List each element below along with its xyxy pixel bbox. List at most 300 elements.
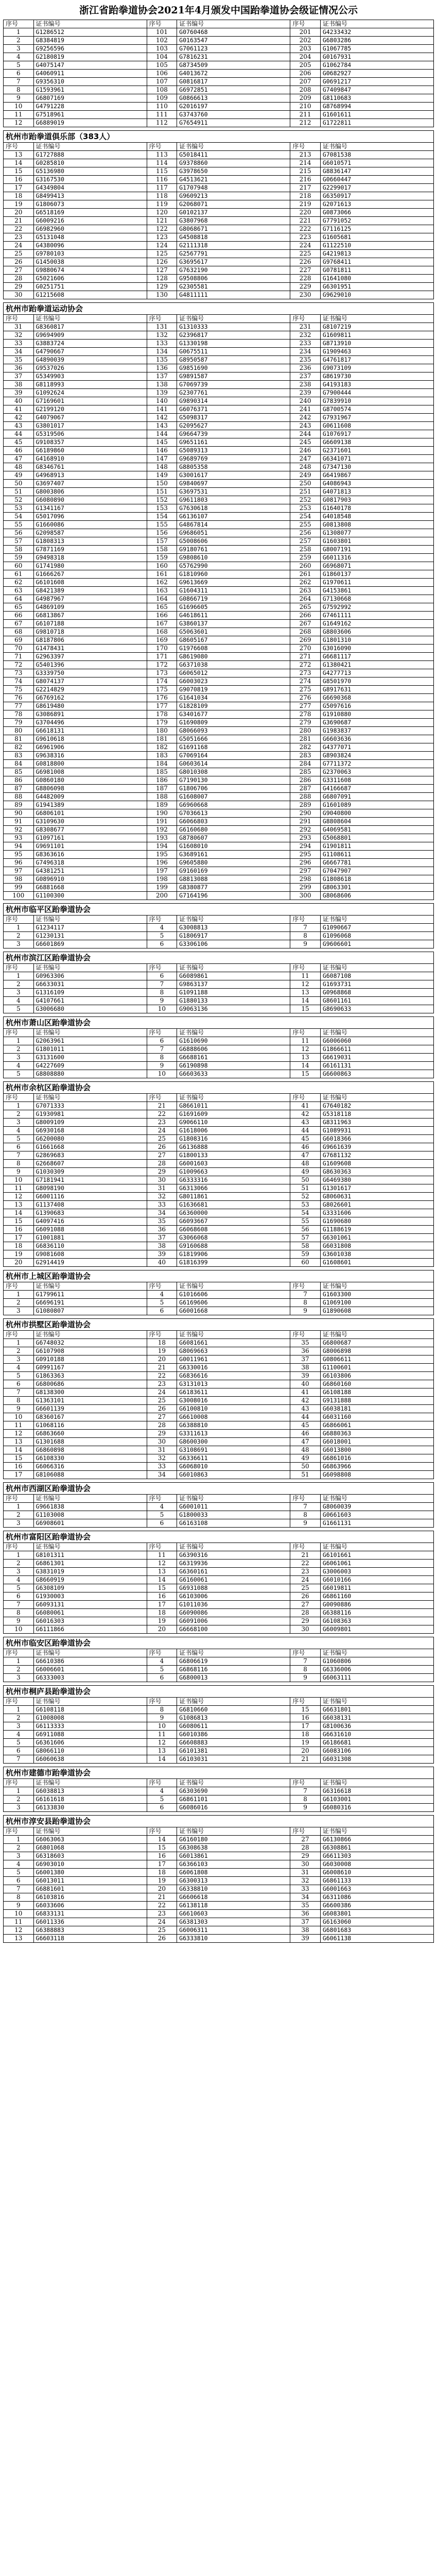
- certificate-number: G6518169: [33, 209, 147, 217]
- header-cert: 证书编号: [177, 1698, 290, 1706]
- certificate-number: G1976608: [177, 645, 290, 653]
- section: [3, 1016, 434, 1078]
- certificate-number: G6001011: [177, 1503, 290, 1511]
- certificate-number: G6001116: [33, 1193, 147, 1201]
- certificate-number: G2914419: [33, 1259, 147, 1267]
- certificate-number: G6068608: [177, 1226, 290, 1234]
- certificate-number: G6018001: [320, 1438, 433, 1446]
- certificate-number: G7071333: [33, 1102, 147, 1110]
- certificate-number: G6038181: [320, 1405, 433, 1413]
- certificate-number: G4790667: [33, 348, 147, 356]
- certificate-number: G8421389: [33, 587, 147, 595]
- row-index: 26: [147, 1143, 177, 1151]
- row-index: 12: [4, 1926, 34, 1935]
- certificate-number: G1860137: [320, 570, 433, 579]
- certificate-number: G6160061: [177, 1576, 290, 1584]
- row-index: 2: [4, 1560, 34, 1568]
- certificate-number: G1666267: [33, 570, 147, 579]
- table-row: [4, 1045, 434, 1054]
- row-index: 18: [147, 1339, 177, 1347]
- certificate-number: G3167530: [33, 176, 147, 184]
- certificate-number: G9256596: [33, 45, 147, 53]
- table-header-row: [4, 1698, 434, 1706]
- certificate-number: G6336006: [320, 1666, 433, 1674]
- row-index: 227: [290, 266, 321, 275]
- certificate-number: G8098190: [33, 1184, 147, 1193]
- row-index: 181: [147, 735, 177, 743]
- section-title: 杭州市桐庐县跆拳道协会: [3, 1685, 434, 1697]
- certificate-number: G6813867: [33, 612, 147, 620]
- certificate-table: [3, 915, 434, 948]
- row-index: 18: [290, 1731, 321, 1739]
- table-row: [4, 1259, 434, 1267]
- row-index: 31: [4, 323, 34, 331]
- certificate-number: G1609608: [320, 1160, 433, 1168]
- table-row: [4, 258, 434, 266]
- row-index: 16: [290, 1714, 321, 1722]
- row-index: 121: [147, 217, 177, 225]
- certificate-number: G4380096: [33, 242, 147, 250]
- row-index: 154: [147, 513, 177, 521]
- row-index: 63: [4, 587, 34, 595]
- table-row: [4, 1102, 434, 1110]
- table-row: [4, 480, 434, 488]
- certificate-number: G1816399: [177, 1259, 290, 1267]
- header-cert: 证书编号: [320, 1827, 433, 1836]
- header-cert: 证书编号: [177, 1331, 290, 1339]
- table-row: [4, 356, 434, 364]
- table-row: [4, 397, 434, 405]
- certificate-number: G6098808: [320, 1471, 433, 1479]
- row-index: 114: [147, 159, 177, 167]
- table-row: [4, 636, 434, 645]
- certificate-number: G7931967: [320, 414, 433, 422]
- section-title: 杭州市拱墅区跆拳道协会: [3, 1318, 434, 1330]
- table-row: [4, 1226, 434, 1234]
- table-row: [4, 628, 434, 636]
- certificate-number: G8060039: [320, 1503, 433, 1511]
- certificate-number: G6601139: [33, 1405, 147, 1413]
- certificate-number: G6301061: [320, 1234, 433, 1242]
- row-index: 11: [147, 1731, 177, 1739]
- row-index: 1: [4, 1339, 34, 1347]
- certificate-number: G1234117: [33, 924, 147, 932]
- row-index: 36: [290, 1910, 321, 1918]
- row-index: 15: [4, 1454, 34, 1463]
- row-index: 22: [290, 1560, 321, 1568]
- certificate-number: G6609138: [320, 438, 433, 447]
- row-index: 148: [147, 463, 177, 471]
- certificate-number: G7496318: [33, 859, 147, 867]
- row-index: 35: [147, 1217, 177, 1226]
- row-index: 49: [4, 471, 34, 480]
- row-index: 157: [147, 537, 177, 546]
- row-index: 219: [290, 200, 321, 209]
- table-header-row: [4, 315, 434, 323]
- row-index: 126: [147, 258, 177, 266]
- row-index: 175: [147, 686, 177, 694]
- certificate-number: G8619730: [320, 372, 433, 381]
- certificate-number: G6931088: [177, 1584, 290, 1592]
- certificate-number: G0968868: [320, 989, 433, 997]
- row-index: 4: [4, 1576, 34, 1584]
- table-row: [4, 1706, 434, 1714]
- header-index: 序号: [4, 20, 34, 28]
- certificate-number: G6903010: [33, 1860, 147, 1869]
- row-index: 254: [290, 513, 321, 521]
- row-index: 132: [147, 331, 177, 340]
- certificate-number: G8063301: [320, 884, 433, 892]
- row-index: 247: [290, 455, 321, 463]
- certificate-number: G6113333: [33, 1722, 147, 1731]
- certificate-number: G2668607: [33, 1160, 147, 1168]
- row-index: 179: [147, 719, 177, 727]
- certificate-number: G1086813: [177, 1714, 290, 1722]
- table-row: [4, 1135, 434, 1143]
- certificate-number: G1380421: [320, 661, 433, 669]
- table-row: [4, 1609, 434, 1617]
- certificate-number: G8074137: [33, 677, 147, 686]
- row-index: 2: [4, 932, 34, 940]
- row-index: 208: [290, 86, 321, 94]
- certificate-number: G6600863: [320, 1070, 433, 1078]
- row-index: 41: [290, 1388, 321, 1397]
- certificate-number: G1810960: [177, 570, 290, 579]
- certificate-number: G6111866: [33, 1625, 147, 1634]
- certificate-number: G6061808: [177, 1869, 290, 1877]
- certificate-number: G6961906: [33, 743, 147, 752]
- row-index: 235: [290, 356, 321, 364]
- certificate-number: G6163060: [320, 1918, 433, 1926]
- row-index: 146: [147, 447, 177, 455]
- certificate-number: G3704496: [33, 719, 147, 727]
- table-row: [4, 200, 434, 209]
- certificate-number: G3006680: [33, 1005, 147, 1013]
- certificate-number: G4097416: [33, 1217, 147, 1226]
- row-index: 3: [4, 1519, 34, 1528]
- row-index: 6: [147, 1804, 177, 1812]
- row-index: 9: [290, 1804, 321, 1812]
- row-index: 14: [4, 1209, 34, 1217]
- row-index: 137: [147, 372, 177, 381]
- row-index: 112: [147, 119, 177, 127]
- row-index: 9: [290, 1519, 321, 1528]
- row-index: 296: [290, 859, 321, 867]
- certificate-number: G2567791: [177, 250, 290, 258]
- certificate-number: G8360817: [33, 323, 147, 331]
- certificate-number: G7791052: [320, 217, 433, 225]
- row-index: 3: [4, 1118, 34, 1127]
- row-index: 118: [147, 192, 177, 200]
- row-index: 3: [4, 1054, 34, 1062]
- table-row: [4, 1070, 434, 1078]
- certificate-number: G0991167: [33, 1364, 147, 1372]
- certificate-number: G6972851: [177, 86, 290, 94]
- row-index: 24: [147, 1388, 177, 1397]
- table-row: [4, 250, 434, 258]
- row-index: 237: [290, 372, 321, 381]
- row-index: 138: [147, 381, 177, 389]
- row-index: 66: [4, 612, 34, 620]
- table-row: [4, 603, 434, 612]
- header-cert: 证书编号: [320, 1282, 433, 1291]
- row-index: 28: [4, 275, 34, 283]
- row-index: 13: [4, 151, 34, 159]
- row-index: 38: [290, 1926, 321, 1935]
- table-row: [4, 1747, 434, 1755]
- certificate-number: G4079067: [33, 414, 147, 422]
- row-index: 37: [290, 1355, 321, 1364]
- row-index: 2: [4, 980, 34, 989]
- certificate-number: G1800033: [177, 1511, 290, 1519]
- table-row: [4, 570, 434, 579]
- header-index: 序号: [290, 1543, 321, 1551]
- row-index: 32: [147, 1454, 177, 1463]
- table-row: [4, 192, 434, 200]
- certificate-number: G6360161: [177, 1568, 290, 1576]
- table-row: [4, 1421, 434, 1430]
- row-index: 10: [4, 1176, 34, 1184]
- row-index: 108: [147, 86, 177, 94]
- certificate-number: G6183611: [177, 1388, 290, 1397]
- row-index: 172: [147, 661, 177, 669]
- certificate-number: G8630363: [320, 1168, 433, 1176]
- row-index: 286: [290, 776, 321, 785]
- table-row: [4, 1755, 434, 1764]
- row-index: 130: [147, 291, 177, 299]
- row-index: 15: [4, 167, 34, 176]
- table-row: [4, 719, 434, 727]
- row-index: 71: [4, 653, 34, 661]
- table-row: [4, 1168, 434, 1176]
- certificate-number: G9638316: [33, 752, 147, 760]
- certificate-number: G8110683: [320, 94, 433, 103]
- row-index: 270: [290, 645, 321, 653]
- row-index: 31: [290, 1869, 321, 1877]
- row-index: 74: [4, 677, 34, 686]
- row-index: 5: [4, 1372, 34, 1380]
- certificate-number: G6076371: [177, 405, 290, 414]
- table-row: [4, 653, 434, 661]
- row-index: 287: [290, 785, 321, 793]
- certificate-number: G8066110: [33, 1747, 147, 1755]
- table-row: [4, 103, 434, 111]
- certificate-table: [3, 1778, 434, 1812]
- header-index: 序号: [4, 143, 34, 151]
- row-index: 262: [290, 579, 321, 587]
- certificate-number: G8808880: [33, 1070, 147, 1078]
- table-row: [4, 809, 434, 818]
- certificate-number: G6133830: [33, 1804, 147, 1812]
- row-index: 186: [147, 776, 177, 785]
- header-index: 序号: [4, 964, 34, 972]
- table-row: [4, 372, 434, 381]
- row-index: 134: [147, 348, 177, 356]
- certificate-number: G8499413: [33, 192, 147, 200]
- header-index: 序号: [4, 1029, 34, 1037]
- certificate-number: G8106088: [33, 1471, 147, 1479]
- table-row: [4, 323, 434, 331]
- row-index: 188: [147, 793, 177, 801]
- table-row: [4, 159, 434, 167]
- row-index: 21: [290, 1755, 321, 1764]
- certificate-number: G8363616: [33, 851, 147, 859]
- row-index: 192: [147, 826, 177, 834]
- certificate-number: G2370063: [320, 768, 433, 776]
- certificate-number: G6103001: [320, 1795, 433, 1804]
- certificate-number: G9610618: [33, 735, 147, 743]
- header-cert: 证书编号: [33, 1331, 147, 1339]
- row-index: 16: [4, 1226, 34, 1234]
- row-index: 26: [290, 1592, 321, 1601]
- header-index: 序号: [147, 143, 177, 151]
- table-row: [4, 529, 434, 537]
- table-header-row: [4, 1331, 434, 1339]
- certificate-number: G0251751: [33, 283, 147, 291]
- certificate-number: G6080061: [33, 1609, 147, 1617]
- table-row: [4, 1674, 434, 1682]
- header-cert: 证书编号: [177, 916, 290, 924]
- certificate-number: G0675511: [177, 348, 290, 356]
- table-row: [4, 989, 434, 997]
- certificate-number: G2299017: [320, 184, 433, 192]
- row-index: 203: [290, 45, 321, 53]
- certificate-number: G5008606: [177, 537, 290, 546]
- certificate-number: G6006601: [33, 1666, 147, 1674]
- certificate-number: G8836147: [320, 167, 433, 176]
- certificate-number: G0661603: [320, 1511, 433, 1519]
- row-index: 4: [147, 1657, 177, 1666]
- header-index: 序号: [290, 20, 321, 28]
- certificate-number: G6186681: [320, 1739, 433, 1747]
- certificate-number: G1806073: [33, 200, 147, 209]
- certificate-number: G1722811: [320, 119, 433, 127]
- certificate-number: G1450038: [33, 258, 147, 266]
- certificate-number: G8601161: [320, 997, 433, 1005]
- table-row: [4, 1714, 434, 1722]
- certificate-number: G8138300: [33, 1388, 147, 1397]
- row-index: 43: [290, 1118, 321, 1127]
- table-row: [4, 1234, 434, 1242]
- certificate-number: G8360167: [33, 1413, 147, 1421]
- row-index: 24: [4, 242, 34, 250]
- row-index: 206: [290, 70, 321, 78]
- row-index: 27: [4, 266, 34, 275]
- row-index: 27: [290, 1601, 321, 1609]
- certificate-number: G9613669: [177, 579, 290, 587]
- table-row: [4, 45, 434, 53]
- table-row: [4, 1471, 434, 1479]
- row-index: 40: [290, 1380, 321, 1388]
- certificate-number: G2063961: [33, 1037, 147, 1045]
- row-index: 19: [290, 1739, 321, 1747]
- certificate-number: G6748032: [33, 1339, 147, 1347]
- certificate-number: G1608010: [177, 842, 290, 851]
- certificate-number: G3339750: [33, 669, 147, 677]
- header-cert: 证书编号: [33, 916, 147, 924]
- certificate-number: G0611608: [320, 422, 433, 430]
- table-header-row: [4, 1029, 434, 1037]
- row-index: 16: [147, 1852, 177, 1860]
- certificate-number: G9890314: [177, 397, 290, 405]
- certificate-number: G0866613: [177, 94, 290, 103]
- row-index: 46: [290, 1430, 321, 1438]
- row-index: 47: [290, 1438, 321, 1446]
- certificate-number: G2307761: [177, 389, 290, 397]
- certificate-number: G6093131: [33, 1601, 147, 1609]
- certificate-number: G6601869: [33, 940, 147, 948]
- row-index: 210: [290, 103, 321, 111]
- certificate-number: G6081661: [177, 1339, 290, 1347]
- certificate-number: G6031160: [320, 1413, 433, 1421]
- row-index: 9: [147, 997, 177, 1005]
- header-index: 序号: [147, 1649, 177, 1657]
- row-index: 274: [290, 677, 321, 686]
- header-index: 序号: [147, 1331, 177, 1339]
- table-row: [4, 1877, 434, 1885]
- row-index: 12: [147, 1560, 177, 1568]
- header-cert: 证书编号: [177, 964, 290, 972]
- row-index: 44: [290, 1413, 321, 1421]
- certificate-number: G4867814: [177, 521, 290, 529]
- row-index: 93: [4, 834, 34, 842]
- certificate-number: G7347130: [320, 463, 433, 471]
- certificate-number: G8661011: [177, 1102, 290, 1110]
- row-index: 36: [4, 364, 34, 372]
- row-index: 64: [4, 595, 34, 603]
- certificate-number: G1690809: [177, 719, 290, 727]
- row-index: 34: [147, 1209, 177, 1217]
- row-index: 271: [290, 653, 321, 661]
- header-index: 序号: [147, 964, 177, 972]
- table-row: [4, 61, 434, 70]
- row-index: 106: [147, 70, 177, 78]
- certificate-number: G6083106: [320, 1747, 433, 1755]
- row-index: 16: [4, 1463, 34, 1471]
- certificate-number: G0285810: [33, 159, 147, 167]
- certificate-number: G1100300: [33, 892, 147, 900]
- certificate-table: [3, 1494, 434, 1528]
- table-header-row: [4, 20, 434, 28]
- table-row: [4, 1143, 434, 1151]
- row-index: 52: [290, 1193, 321, 1201]
- section-title: 杭州市淳安县跆拳道协会: [3, 1815, 434, 1827]
- table-row: [4, 1160, 434, 1168]
- row-index: 79: [4, 719, 34, 727]
- header-cert: 证书编号: [33, 1282, 147, 1291]
- header-cert: 证书编号: [33, 1827, 147, 1836]
- table-row: [4, 1364, 434, 1372]
- row-index: 10: [147, 1070, 177, 1078]
- certificate-number: G1060806: [320, 1657, 433, 1666]
- row-index: 14: [4, 159, 34, 167]
- row-index: 6: [4, 1143, 34, 1151]
- certificate-number: G6610386: [33, 1657, 147, 1666]
- row-index: 282: [290, 743, 321, 752]
- certificate-number: G6608883: [177, 1739, 290, 1747]
- row-index: 30: [290, 1860, 321, 1869]
- row-index: 212: [290, 119, 321, 127]
- certificate-number: G9880674: [33, 266, 147, 275]
- certificate-number: G7169601: [33, 397, 147, 405]
- row-index: 56: [4, 529, 34, 537]
- certificate-number: G1011036: [177, 1601, 290, 1609]
- certificate-number: G1601089: [320, 801, 433, 809]
- table-row: [4, 743, 434, 752]
- row-index: 90: [4, 809, 34, 818]
- certificate-number: G1605681: [320, 233, 433, 242]
- row-index: 298: [290, 875, 321, 884]
